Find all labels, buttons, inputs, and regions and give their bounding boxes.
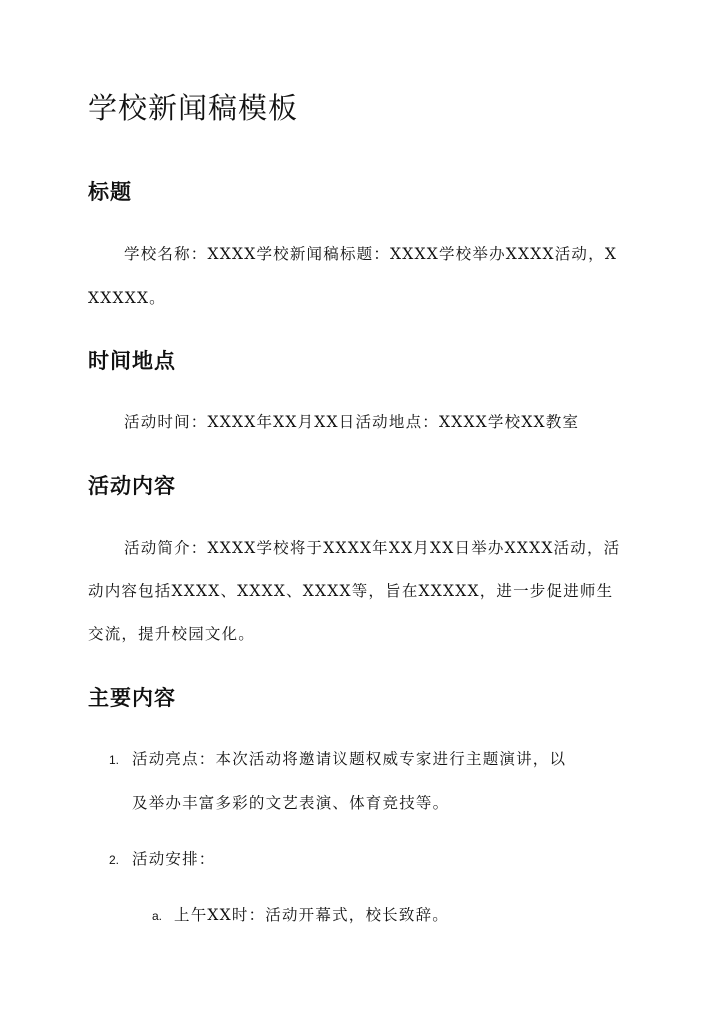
list-item-marker: 1. xyxy=(109,753,120,767)
section-heading-main: 主要内容 xyxy=(88,685,176,710)
section-heading-headline: 标题 xyxy=(88,179,132,204)
activity-paragraph-line: 动内容包括XXXX、XXXX、XXXX等，旨在XXXXX，进一步促进师生 xyxy=(88,582,614,600)
sublist-item-marker: a. xyxy=(152,909,163,923)
headline-paragraph-line: XXXXX。 xyxy=(88,289,166,307)
activity-paragraph-line: 活动简介：XXXX学校将于XXXX年XX月XX日举办XXXX活动，活 xyxy=(124,539,621,557)
sublist-item-line: 上午XX时：活动开幕式，校长致辞。 xyxy=(174,906,449,924)
section-heading-time-place: 时间地点 xyxy=(88,348,176,373)
document-title: 学校新闻稿模板 xyxy=(88,91,299,125)
headline-paragraph-line: 学校名称：XXXX学校新闻稿标题：XXXX学校举办XXXX活动，X xyxy=(124,245,618,263)
activity-paragraph-line: 交流，提升校园文化。 xyxy=(88,625,256,643)
list-item-marker: 2. xyxy=(109,853,120,867)
list-item-line: 活动亮点：本次活动将邀请议题权威专家进行主题演讲，以 xyxy=(132,750,567,768)
section-heading-activity: 活动内容 xyxy=(88,473,176,498)
list-item-line: 及举办丰富多彩的文艺表演、体育竞技等。 xyxy=(132,794,450,812)
list-item-line: 活动安排： xyxy=(132,850,216,868)
time-place-paragraph-line: 活动时间：XXXX年XX月XX日活动地点：XXXX学校XX教室 xyxy=(124,413,580,431)
